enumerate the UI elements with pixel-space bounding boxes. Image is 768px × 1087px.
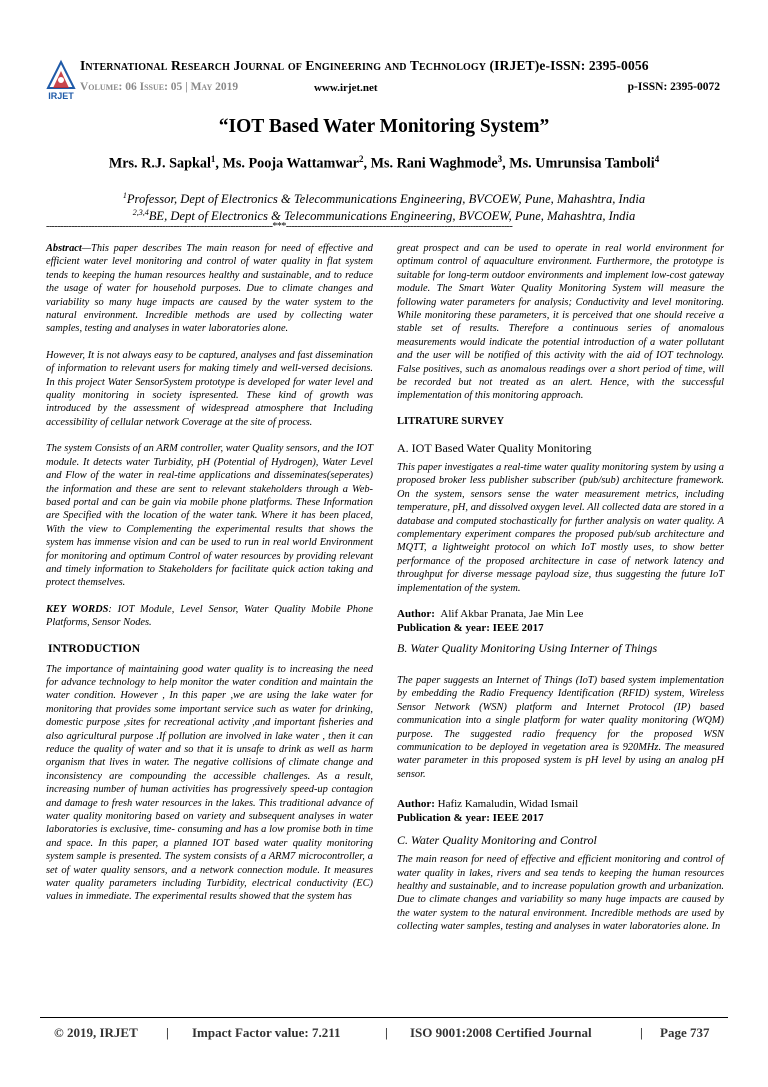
left-column — [46, 242, 373, 917]
intro-paragraph: The importance of maintaining good water quality is to increasing the need for advance technology to help monitor the water condition and maintain the water condition. However , In this paper ,we are using the lake water for monitoring that provides some important service such as water for drinking, domestic purpose ,sites for recreational activity ,and important fisheries and also agricultural purpose .If pollution are involved in lake water , then it can reduce the quality of water and so that it is unsafe to drink as well as harm organism that lives in water. The negative collisions of climate change and inconsistency are compounding the accessible challenges. As a result, increasing number of human activities has progressively speed-up contagion and damage to fresh water resources in the lakes. This traditional advance of water quality monitoring based on variety and subsequent analyses in water laboratories is exclusive, time- consuming and has a low promise both in time and space. In this paper, a planned IOT based water quality monitoring system sample is presented. The system consists of a ARM7 microcontroller, a set of water quality sensors, and a network connection module. It measures water quality parameters including Turbidity, electrical conductivity (EC) values in immediate. The experimental results showed that the system has — [46, 663, 373, 903]
affiliation-text: Professor, Dept of Electronics & Telecommunications Engineering, BVCOEW, Pune, Mahashtra, India — [126, 192, 646, 207]
survey-pub: IEEE 2017 — [492, 812, 544, 825]
divider-mark: *** — [272, 221, 286, 232]
footer-rule — [40, 1017, 728, 1018]
section-heading: LITRATURE SURVEY — [397, 415, 505, 427]
author-label: Author: — [397, 607, 435, 620]
survey-author: Alif Akbar Pranata, Jae Min Lee — [440, 607, 584, 620]
abstract-text: —This paper describes The main reason for need of effective and efficient water level monitoring and control of water quality in flat system tends to keeping the human resources healthy and sustainable, and to reduce the usage of water for household purposes. Due to climate changes and variability so many huge impacts are caused by the water system to the natural environment. Incredible methods are used by collecting water samples, testing and analyses in water laboratories alone. — [46, 243, 373, 335]
footer-iso: ISO 9001:2008 Certified Journal — [410, 1025, 592, 1040]
footer-page-number: Page 737 — [660, 1025, 710, 1040]
footer-separator: | — [385, 1025, 388, 1040]
author-sup: 3 — [497, 154, 503, 164]
keywords — [46, 603, 373, 630]
keywords-text: : IOT Module, Level Sensor, Water Quality Mobile Phone Platforms, Sensor Nodes. — [46, 603, 373, 629]
website-link[interactable]: www.irjet.net — [314, 82, 378, 94]
author: Ms. Umrunsisa Tamboli — [509, 155, 655, 172]
logo-text: IRJET — [48, 91, 74, 101]
journal-subheader — [80, 81, 730, 97]
abstract-paragraph — [46, 242, 373, 336]
survey-author: Hafiz Kamaludin, Widad Ismail — [437, 798, 579, 811]
author: Ms. Pooja Wattamwar — [222, 155, 359, 172]
subsection-heading: B. Water Quality Monitoring Using Interner of Things — [397, 640, 658, 655]
pub-label: Publication & year: — [397, 621, 490, 634]
survey-meta — [397, 797, 724, 825]
footer-copyright: © 2019, IRJET — [54, 1025, 138, 1040]
subsection-heading: C. Water Quality Monitoring and Control — [397, 833, 597, 848]
pub-label: Publication & year: — [397, 812, 490, 825]
footer-impact: Impact Factor value: 7.211 — [192, 1025, 341, 1040]
abstract-label: Abstract — [46, 243, 82, 254]
paper-title: “IOT Based Water Monitoring System” — [218, 116, 550, 137]
affiliation-text: BE, Dept of Electronics & Telecommunications Engineering, BVCOEW, Pune, Mahashtra, India — [148, 209, 636, 224]
affiliation-sup: 2,3,4 — [132, 208, 149, 217]
survey-pub: IEEE 2017 — [492, 621, 544, 634]
affiliation — [0, 191, 768, 207]
journal-header — [80, 58, 730, 74]
author: Ms. Rani Waghmode — [370, 155, 498, 172]
survey-paragraph: This paper investigates a real-time water quality monitoring system by using a proposed broker less publisher subscriber (pub/sub) architecture framework. On the system, sensors sense the water measurement metrics, including temperature, pH, and dissolved oxygen level. All collected data are stored in a database and computed stochastically for further analysis on water quality. A complementary experiment compares the proposed pub/sub architecture and MQTT, a lightweight protocol on which IoT mostly uses, to show better performance of the proposed architecture in case of network latency and throughput for diverse message payload size, thus suggesting the future IoT implementation of the system. — [397, 461, 724, 594]
subsection-heading: A. IOT Based Water Quality Monitoring — [397, 440, 592, 455]
pissn: p-ISSN: 2395-0072 — [627, 81, 720, 93]
footer-separator: | — [640, 1025, 643, 1040]
right-column — [397, 242, 724, 947]
survey-paragraph: The paper suggests an Internet of Things (IoT) based system implementation by embedding the Radio Frequency Identification (RFID) system, Wireless Sensor Network (WSN) platform and Internet Protocol (IP) based communication into a single platform for water quality monitoring (WQM) purpose. The suggested radio frequency for the proposed WSN communication to be deployed in vegetation area is 920MHz. The measured water parameter in this proposed system is pH level by using an analog pH sensor. — [397, 674, 724, 780]
volume-issue: Volume: 06 Issue: 05 | May 2019 — [80, 81, 239, 93]
author-list: Mrs. R.J. Sapkal$^1$, Ms. Pooja Wattamwar$^2$, Ms. Rani Waghmode$^3$, Ms. Umrunsisa Tamboli$^4$ — [108, 154, 660, 172]
affiliation-sup: 1 — [122, 191, 127, 200]
keywords-label: KEY WORDS — [46, 603, 109, 615]
author-sup: 2 — [358, 154, 364, 164]
abstract-paragraph: The system Consists of an ARM controller, water Quality sensors, and the IOT module. It detects water Turbidity, pH (Potential of Hydrogen), Water Level and Flow of the water in real-time applications and disseminates(seperates) the information and these are sent to relevant stakeholders through a Web-based portal and can be gain via mobile phone platforms. These Information are Specified with the location of the water tank. Where it has been placed, With the view to Complementing the experimental results that shows the system has immense vision and can be used to run in real world Environment for monitoring and optimum Control of water resources by providing relevant and timely information to Stakeholders for facilitate quick action taking and protect themselves. — [46, 443, 373, 589]
author-sup: 4 — [654, 154, 660, 164]
survey-paragraph: The main reason for need of effective and efficient monitoring and control of water quality in lakes, rivers and sea tends to keeping the human resources healthy and sustainable, and to increase population growth and urbanization. Due to climate changes and variability so many huge impacts are caused by the water system to the natural environment. Incredible methods are used by collecting water samples, testing and analyses in water laboratories alone. In — [397, 854, 724, 933]
journal-name: International Research Journal of Engineering and Technology (IRJET) — [80, 58, 540, 73]
eissn: e-ISSN: 2395-0056 — [539, 58, 649, 73]
survey-meta — [397, 607, 724, 635]
footer-separator: | — [166, 1025, 169, 1040]
intro-paragraph: great prospect and can be used to operate in real world environment for optimum control of aquaculture environment. Furthermore, the prototype is suitable for long-term outdoor environments and implement low-cost gateway module. The Smart Water Quality Monitoring System will measure the following water parameters for analysis; Conductivity and level monitoring. While monitoring these parameters, it is perceived that one should receive a stable set of results. Therefore a continuous series of anomalous measurements would indicate the potential introduction of a water pollutant and the user will be notified of this activity with the aid of IOT technology. False positives, such as anomalous readings over a short period of time, will be recorded but not treated as an alert. Hence, with the successful implementation of this monitoring approach. — [397, 243, 724, 402]
journal-logo — [44, 58, 78, 102]
author-label: Author: — [397, 798, 435, 811]
section-divider: --------------------------------------------------------------------------------***-------------------------------------------------------------------------------- — [46, 221, 513, 232]
abstract-paragraph: However, It is not always easy to be captured, analyses and fast dissemination of information to relevant users for making timely and well-versed decisions. In this project Water SensorSystem prototype is developed for water level and quality monitoring in society ispresented. These kind of growth was introduced by the assessment of widespread atmosphere that Including accessibility of cellular network Coverage at the site of process. — [46, 349, 373, 428]
author-sup: 1 — [210, 154, 216, 164]
section-heading: INTRODUCTION — [48, 642, 141, 655]
author: Mrs. R.J. Sapkal — [108, 155, 211, 172]
